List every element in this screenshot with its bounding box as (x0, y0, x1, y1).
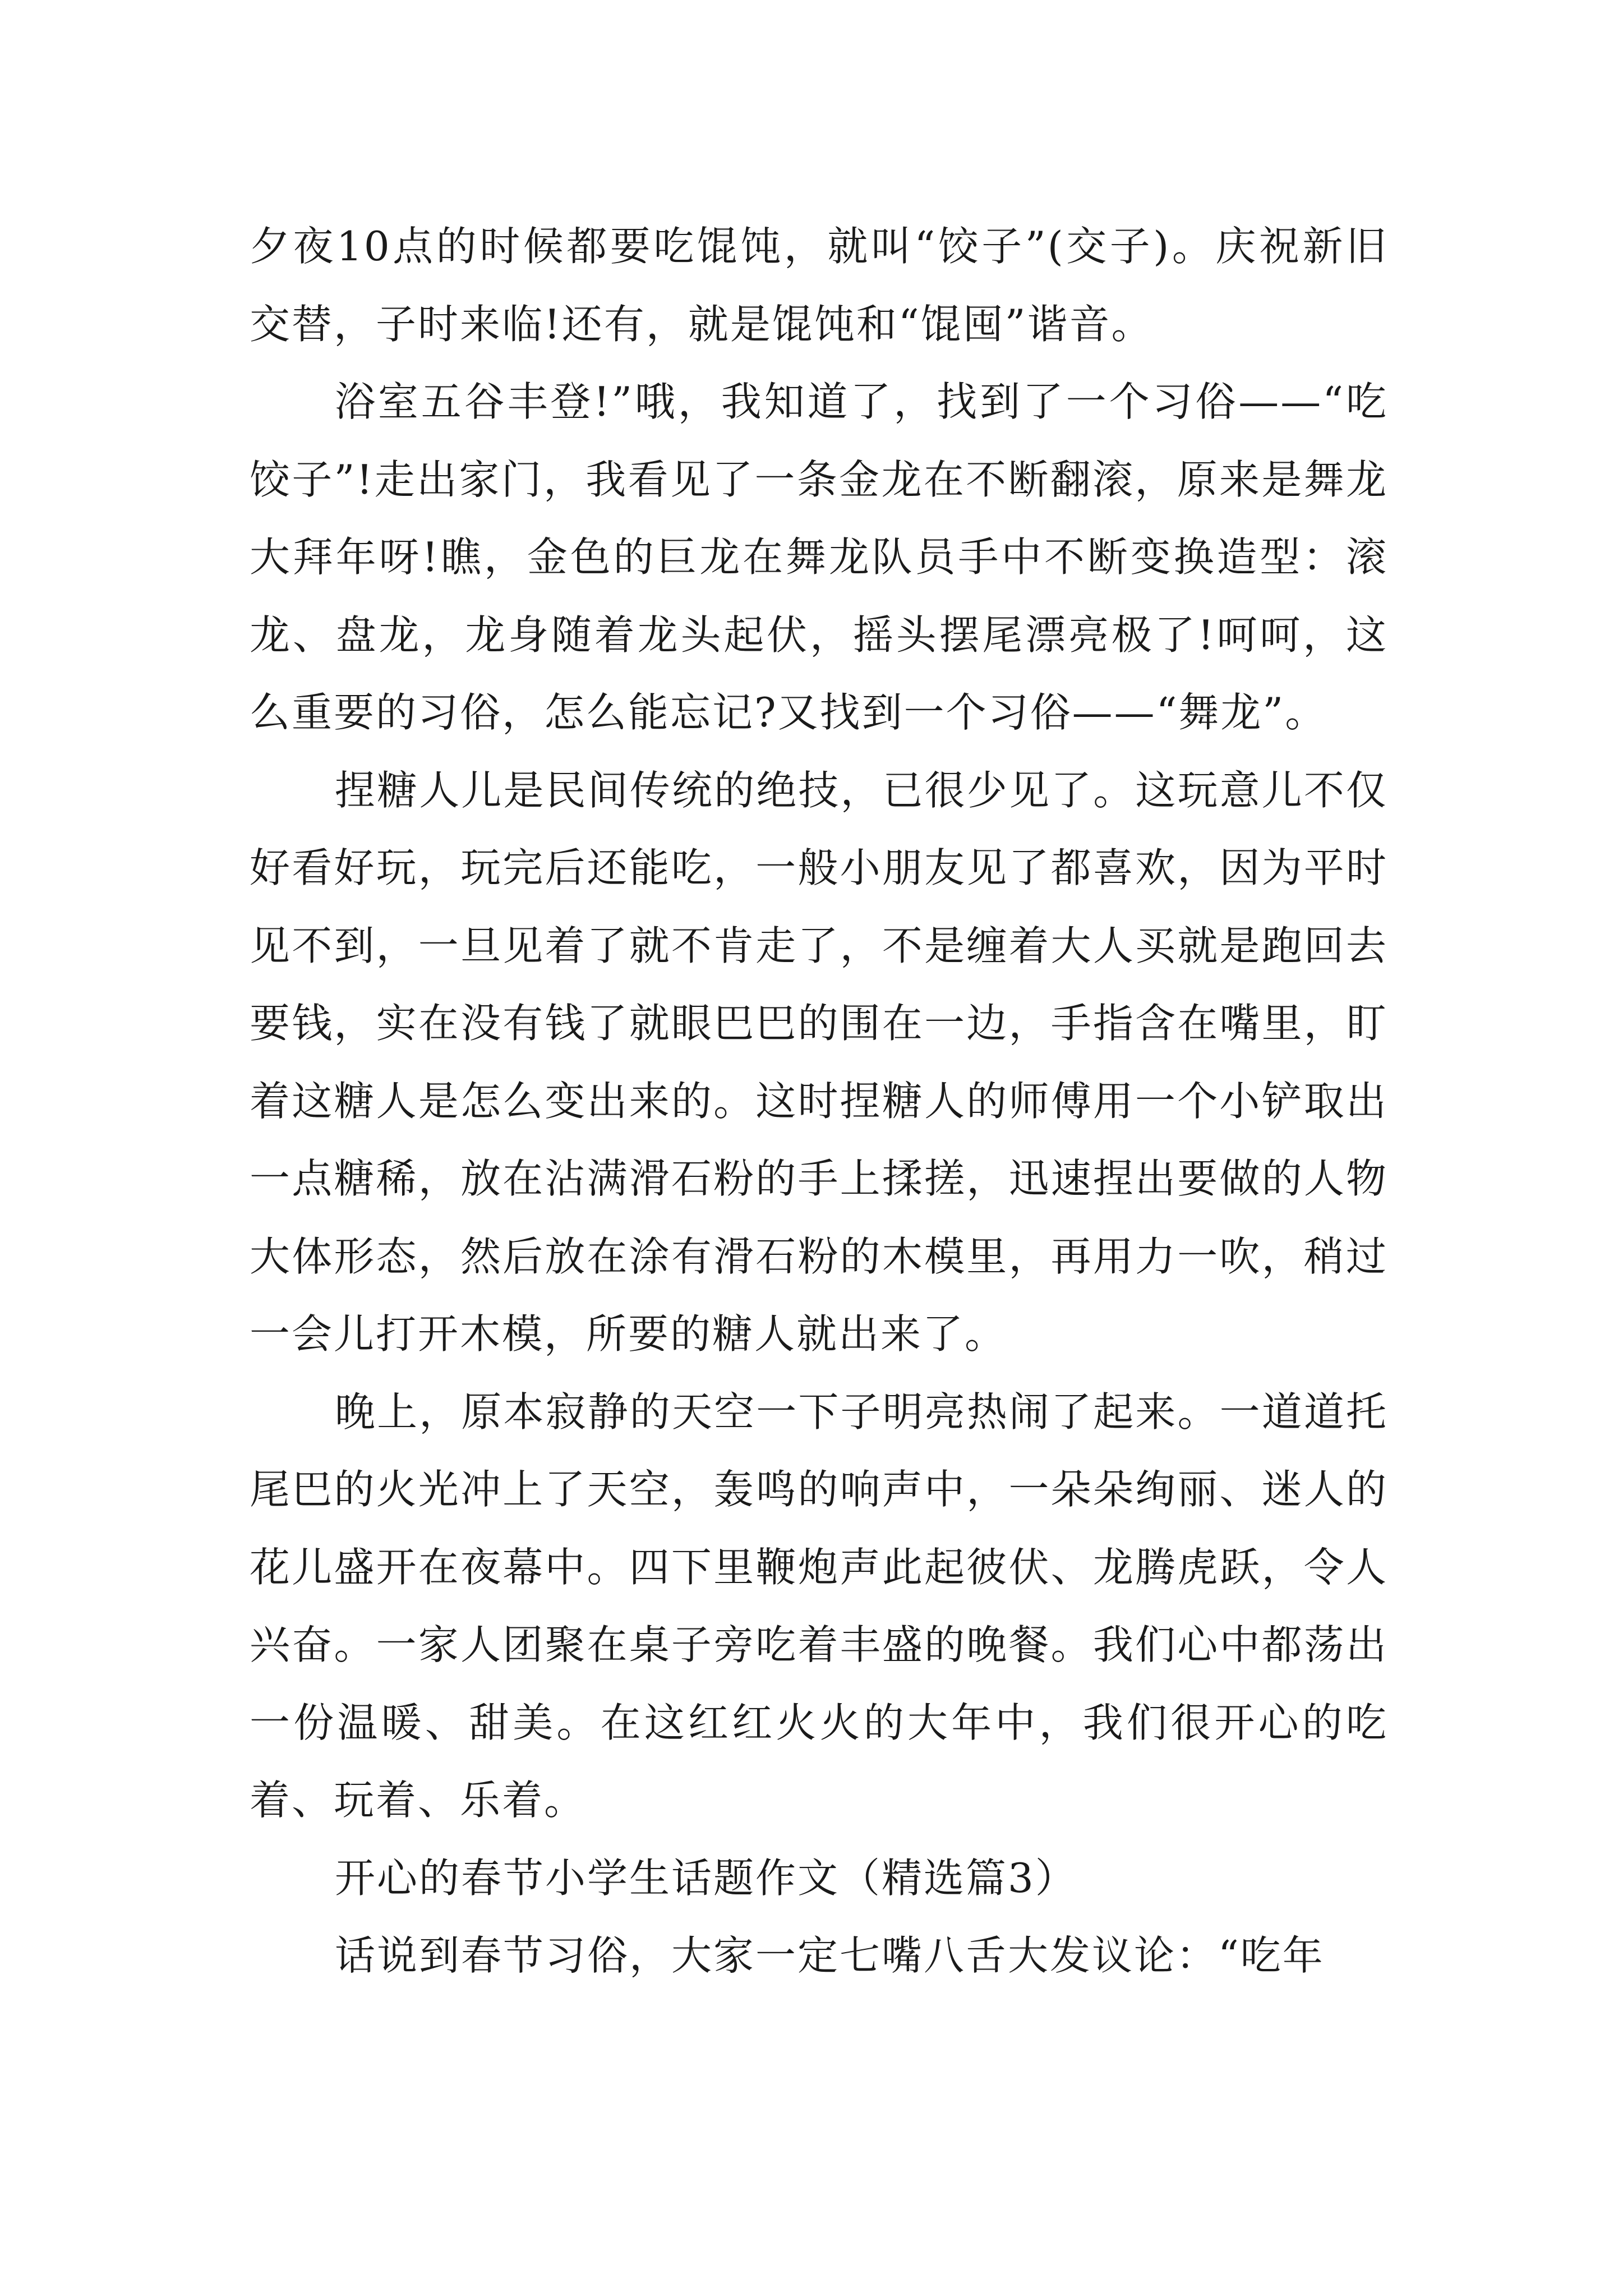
paragraph-3: 捏糖人儿是民间传统的绝技，已很少见了。这玩意儿不仅好看好玩，玩完后还能吃，一般小朋友见了都喜欢，因为平时见不到，一旦见着了就不肯走了，不是缠着大人买就是跑回去要钱，实在没有钱了就眼巴巴的围在一边，手指含在嘴里，盯着这糖人是怎么变出来的。这时捏糖人的师傅用一个小铲取出一点糖稀，放在沾满滑石粉的手上揉搓，迅速捏出要做的人物大体形态，然后放在涂有滑石粉的木模里，再用力一吹，稍过一会儿打开木模，所要的糖人就出来了。 (250, 766, 1388, 1358)
paragraph-4: 晚上，原本寂静的天空一下子明亮热闹了起来。一道道托尾巴的火光冲上了天空，轰鸣的响声中，一朵朵绚丽、迷人的花儿盛开在夜幕中。四下里鞭炮声此起彼伏、龙腾虎跃，令人兴奋。一家人团聚在桌子旁吃着丰盛的晚餐。我们心中都荡出一份温暖、甜美。在这红红火火的大年中，我们很开心的吃着、玩着、乐着。 (250, 1388, 1388, 1824)
paragraph-1: 夕夜10点的时候都要吃馄饨，就叫“饺子”(交子)。庆祝新旧交替，子时来临!还有，就是馄饨和“馄囤”谐音。 (250, 223, 1388, 348)
paragraph-6: 话说到春节习俗，大家一定七嘴八舌大发议论：“吃年 (335, 1932, 1325, 1979)
paragraph-2: 浴室五谷丰登!”哦，我知道了，找到了一个习俗——“吃饺子”!走出家门，我看见了一条金龙在不断翻滚，原来是舞龙大拜年呀!瞧，金色的巨龙在舞龙队员手中不断变换造型：滚龙、盘龙，龙身随着龙头起伏，摇头摆尾漂亮极了!呵呵，这么重要的习俗，怎么能忘记?又找到一个习俗——“舞龙”。 (250, 378, 1388, 736)
section-heading: 开心的春节小学生话题作文（精选篇3） (335, 1854, 1077, 1902)
document-body (250, 208, 1388, 1995)
